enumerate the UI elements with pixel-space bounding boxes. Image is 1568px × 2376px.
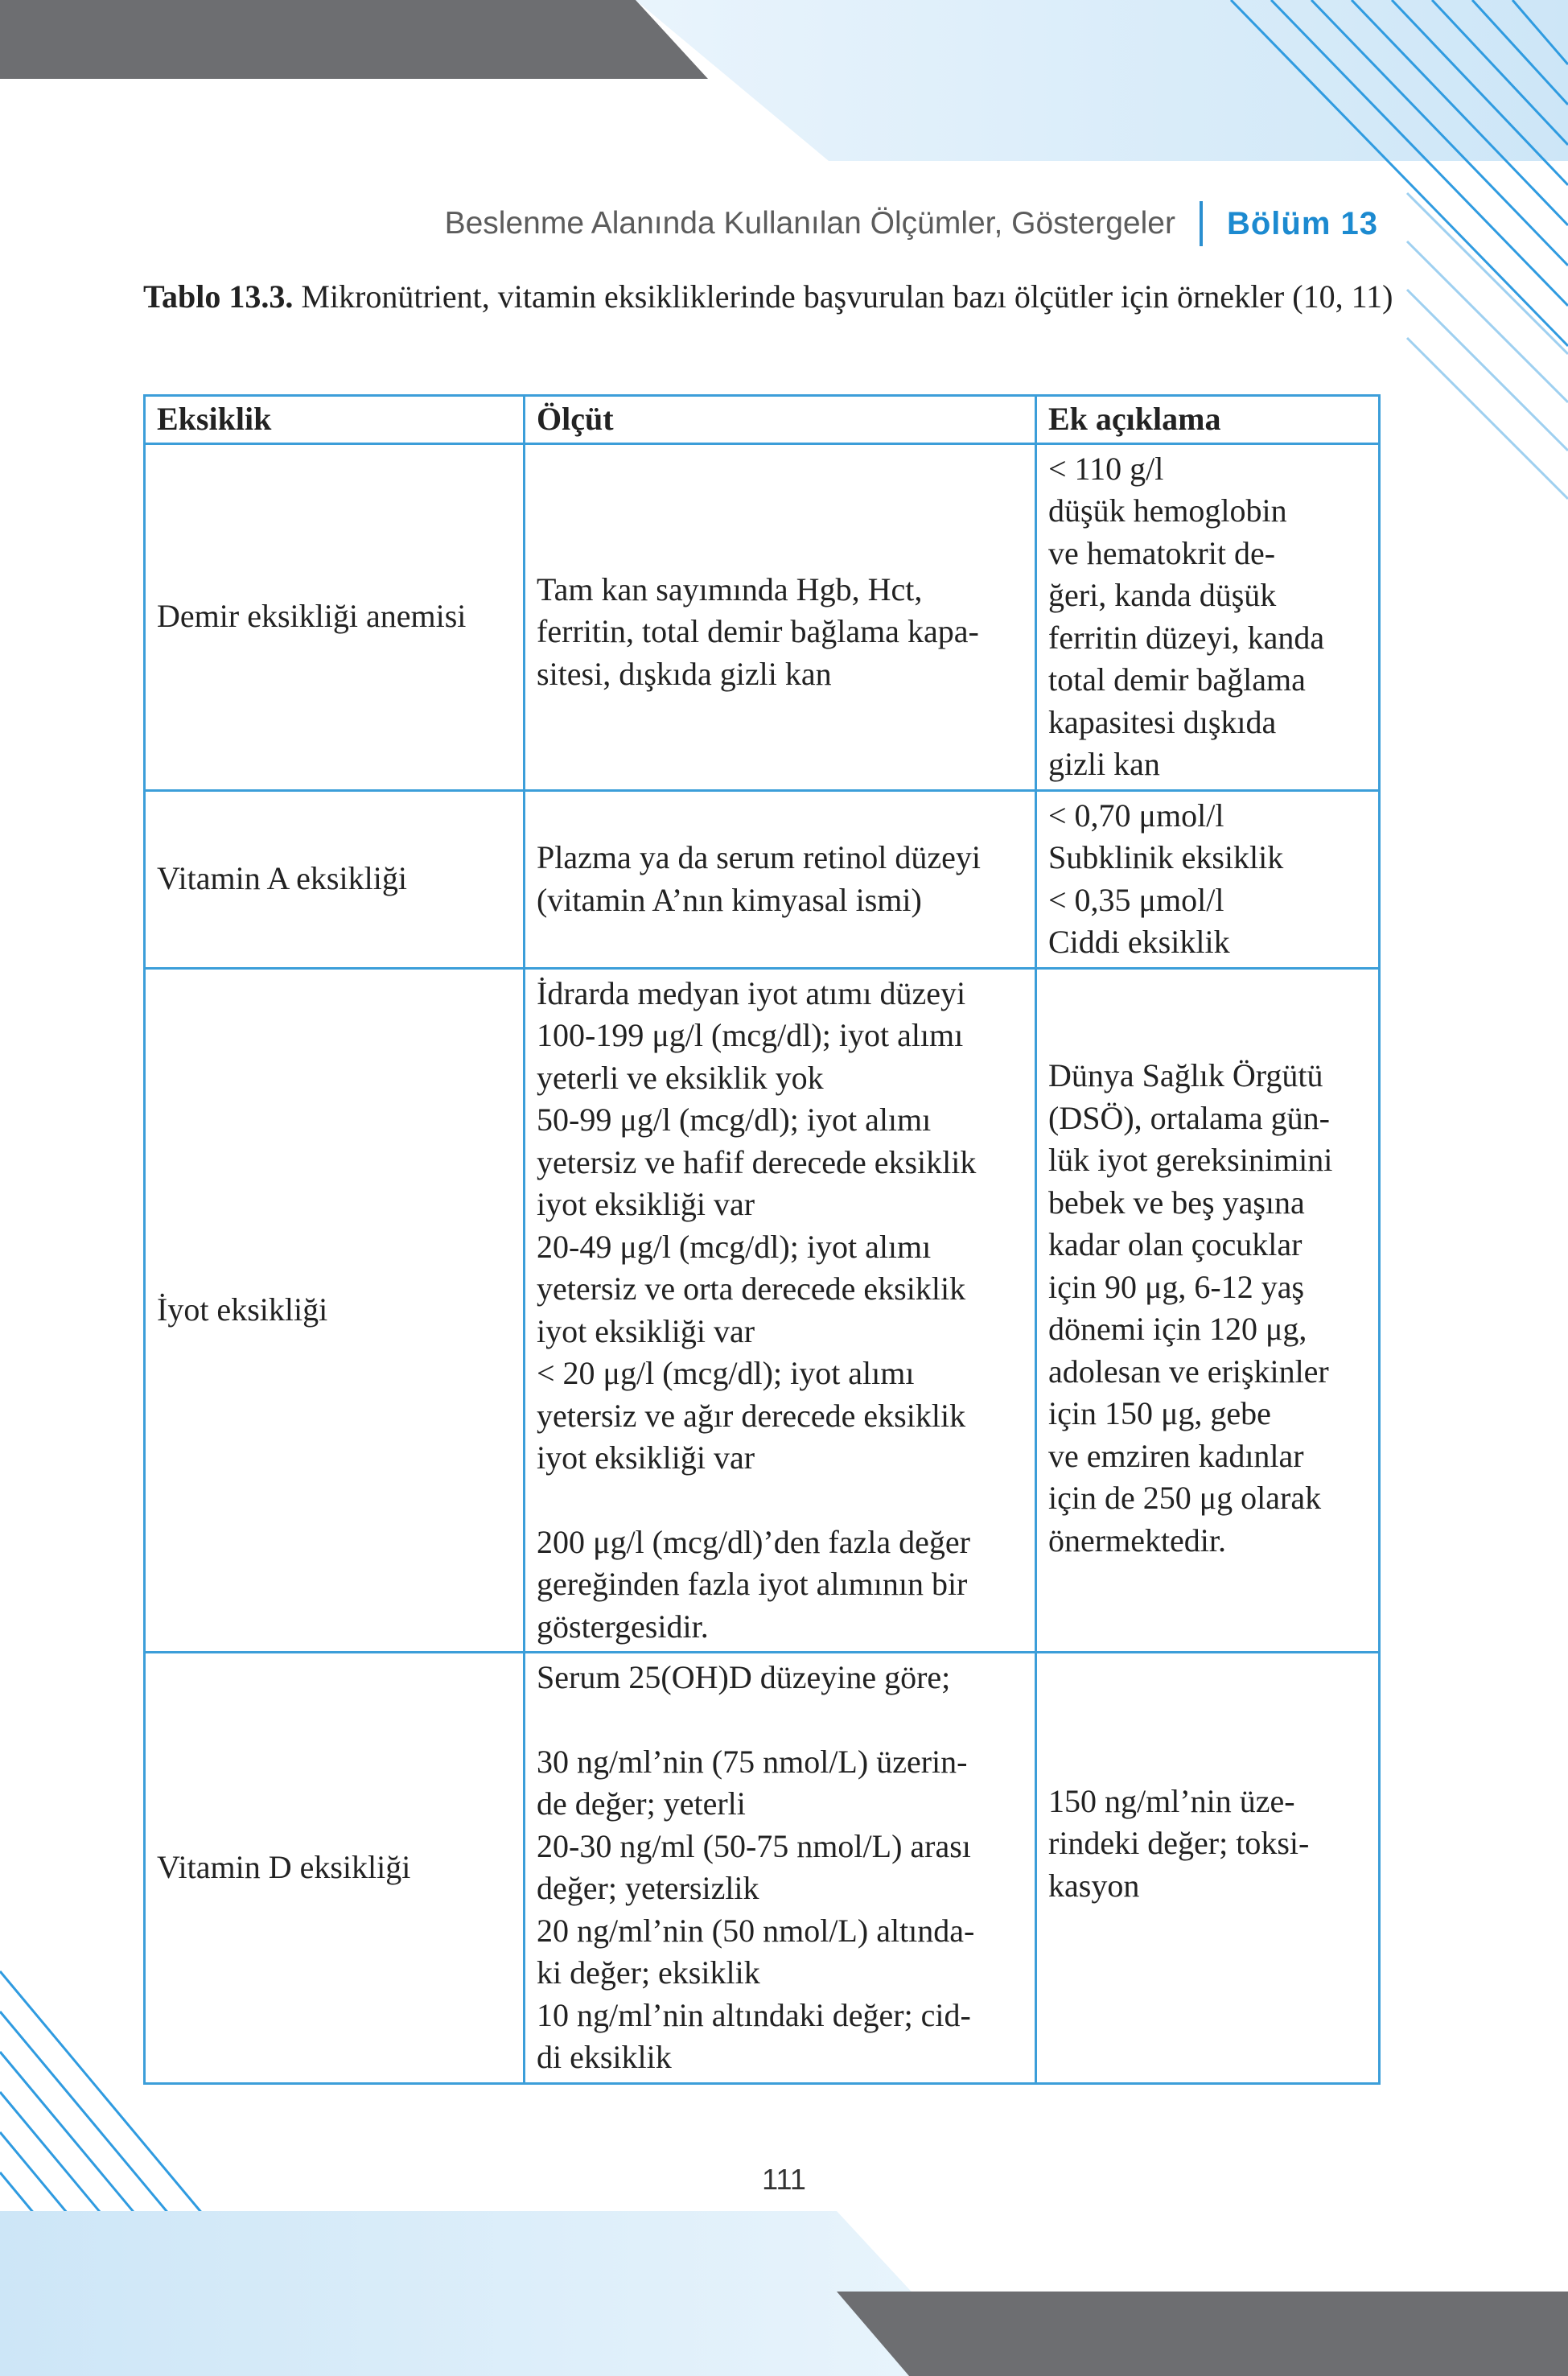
cell-line: kasyon	[1048, 1867, 1140, 1904]
cell-line: di eksiklik	[537, 2039, 672, 2075]
cell-line: gizli kan	[1048, 746, 1160, 782]
caption-label: Tablo 13.3.	[143, 278, 294, 315]
cell-line: İdrarda medyan iyot atımı düzeyi	[537, 974, 966, 1011]
cell-line: ğeri, kanda düşük	[1048, 577, 1277, 613]
cell-line: dönemi için 120 μg,	[1048, 1311, 1307, 1348]
cell-line: Plazma ya da serum retinol düzeyi	[537, 839, 982, 875]
cell-olcut	[525, 443, 1036, 790]
cell-line: ferritin düzeyi, kanda	[1048, 619, 1325, 656]
cell-line: (DSÖ), ortalama gün-	[1048, 1099, 1330, 1136]
cell-line: lük iyot gereksinimini	[1048, 1142, 1333, 1179]
cell-line: bebek ve beş yaşına	[1048, 1184, 1305, 1221]
chapter-label: Bölüm 13	[1226, 205, 1378, 241]
cell-line: 20-49 μg/l (mcg/dl); iyot alımı	[537, 1228, 932, 1265]
cell-line: yetersiz ve ağır derecede eksiklik	[537, 1397, 966, 1434]
cell-line: gereğinden fazla iyot alımının bir	[537, 1566, 968, 1602]
cell-ek-aciklama	[1036, 968, 1380, 1653]
cell-line: Dünya Sağlık Örgütü	[1048, 1057, 1323, 1094]
cell-olcut	[525, 1653, 1036, 2084]
table-row	[145, 443, 1380, 790]
cell-line: önermektedir.	[1048, 1522, 1227, 1559]
caption-text: Mikronütrient, vitamin eksikliklerinde başvurulan bazı ölçütler için örnekler (10, 11)	[293, 278, 1393, 315]
cell-eksiklik: Vitamin D eksikliği	[145, 1653, 525, 2084]
table-row	[145, 790, 1380, 968]
header-divider	[1200, 201, 1203, 246]
cell-line: göstergesidir.	[537, 1608, 709, 1645]
cell-line: yetersiz ve orta derecede eksiklik	[537, 1270, 966, 1307]
cell-line: Subklinik eksiklik	[1048, 839, 1284, 875]
blank-line	[537, 1480, 1023, 1522]
cell-line: kapasitesi dışkıda	[1048, 703, 1277, 740]
cell-line: total demir bağlama	[1048, 661, 1306, 698]
cell-line: 50-99 μg/l (mcg/dl); iyot alımı	[537, 1102, 932, 1138]
cell-line: 10 ng/ml’nin altındaki değer; cid-	[537, 1996, 971, 2033]
cell-line: iyot eksikliği var	[537, 1186, 755, 1222]
blank-line	[537, 1699, 1023, 1741]
cell-line: rindeki değer; toksi-	[1048, 1825, 1310, 1861]
cell-line: için 150 μg, gebe	[1048, 1395, 1271, 1432]
cell-eksiklik: Vitamin A eksikliği	[145, 790, 525, 968]
cell-line: ve hematokrit de-	[1048, 534, 1276, 571]
cell-line: (vitamin A’nın kimyasal ismi)	[537, 881, 922, 918]
cell-line: yetersiz ve hafif derecede eksiklik	[537, 1143, 977, 1180]
cell-line: 20-30 ng/ml (50-75 nmol/L) arası	[537, 1827, 971, 1864]
table-row	[145, 1653, 1380, 2084]
table-caption	[143, 275, 1398, 319]
cell-line: < 0,35 μmol/l	[1048, 881, 1224, 918]
cell-line: ferritin, total demir bağlama kapa-	[537, 613, 979, 650]
cell-ek-aciklama	[1036, 443, 1380, 790]
cell-line: değer; yetersizlik	[537, 1870, 759, 1906]
cell-line: < 110 g/l	[1048, 450, 1164, 487]
cell-line: < 20 μg/l (mcg/dl); iyot alımı	[537, 1355, 915, 1391]
bottom-gray-trapezoid	[837, 2292, 1568, 2376]
cell-line: 20 ng/ml’nin (50 nmol/L) altında-	[537, 1912, 975, 1949]
cell-olcut	[525, 790, 1036, 968]
cell-olcut	[525, 968, 1036, 1653]
deficiency-table	[143, 394, 1381, 2085]
cell-line: için 90 μg, 6-12 yaş	[1048, 1268, 1305, 1305]
table-row	[145, 968, 1380, 1653]
cell-eksiklik: İyot eksikliği	[145, 968, 525, 1653]
cell-line: sitesi, dışkıda gizli kan	[537, 655, 832, 692]
cell-line: ki değer; eksiklik	[537, 1954, 760, 1991]
cell-line: kadar olan çocuklar	[1048, 1226, 1303, 1263]
cell-line: Serum 25(OH)D düzeyine göre;	[537, 1659, 951, 1695]
cell-line: yeterli ve eksiklik yok	[537, 1059, 824, 1096]
header-olcut: Ölçüt	[525, 396, 1036, 444]
cell-line: için de 250 μg olarak	[1048, 1480, 1322, 1517]
header-eksiklik: Eksiklik	[145, 396, 525, 444]
cell-ek-aciklama	[1036, 1653, 1380, 2084]
cell-line: 150 ng/ml’nin üze-	[1048, 1782, 1295, 1819]
cell-line: iyot eksikliği var	[537, 1439, 755, 1476]
table-header-row	[145, 396, 1380, 444]
cell-line: < 0,70 μmol/l	[1048, 797, 1224, 834]
page-number: 111	[762, 2163, 806, 2196]
cell-line: 100-199 μg/l (mcg/dl); iyot alımı	[537, 1017, 964, 1053]
cell-line: Ciddi eksiklik	[1048, 924, 1230, 960]
cell-ek-aciklama	[1036, 790, 1380, 968]
running-header	[445, 201, 1378, 246]
cell-line: adolesan ve erişkinler	[1048, 1353, 1329, 1390]
top-gray-trapezoid	[0, 0, 708, 79]
header-ek-aciklama: Ek açıklama	[1036, 396, 1380, 444]
cell-eksiklik: Demir eksikliği anemisi	[145, 443, 525, 790]
running-header-title: Beslenme Alanında Kullanılan Ölçümler, Göstergeler	[444, 206, 1175, 241]
cell-line: 200 μg/l (mcg/dl)’den fazla değer	[537, 1523, 971, 1560]
cell-line: Tam kan sayımında Hgb, Hct,	[537, 570, 923, 607]
cell-line: 30 ng/ml’nin (75 nmol/L) üzerin-	[537, 1743, 968, 1780]
cell-line: düşük hemoglobin	[1048, 492, 1287, 529]
cell-line: iyot eksikliği var	[537, 1312, 755, 1349]
cell-line: de değer; yeterli	[537, 1785, 746, 1822]
cell-line: ve emziren kadınlar	[1048, 1437, 1304, 1474]
